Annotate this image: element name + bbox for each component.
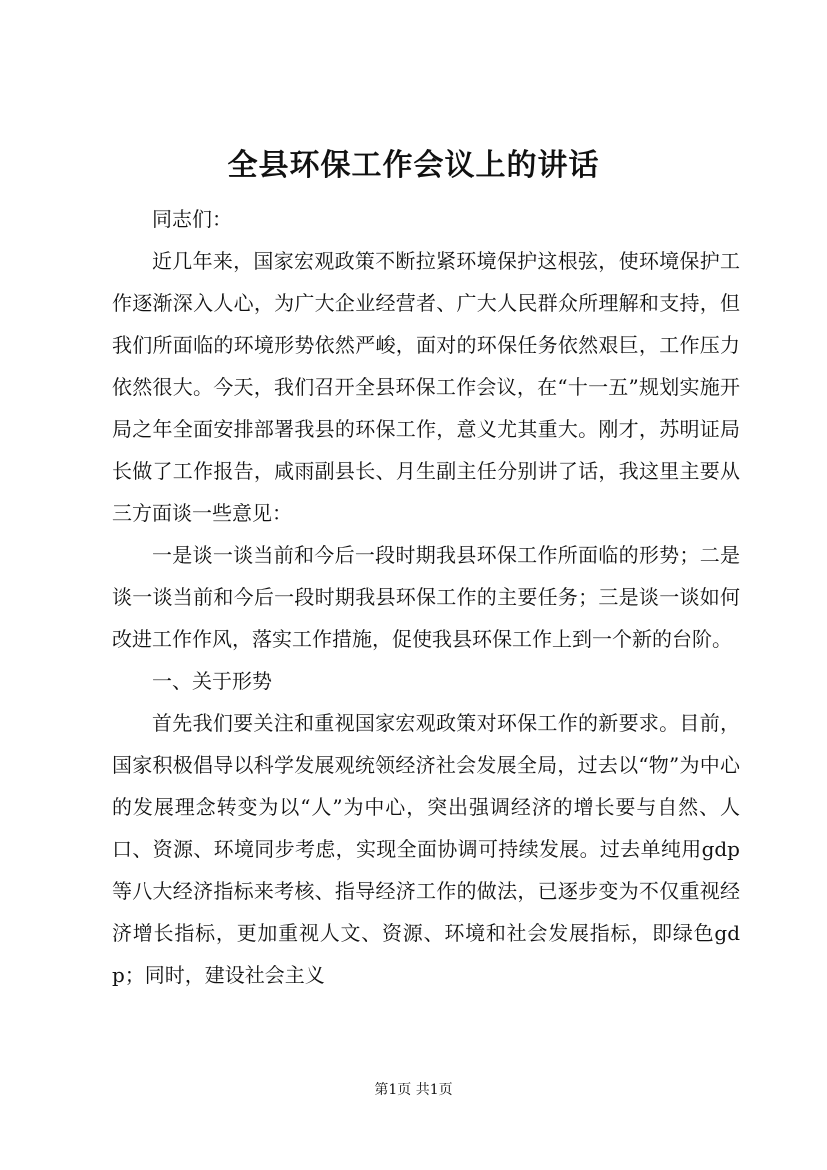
- page-footer: 第1页 共1页: [374, 1082, 453, 1098]
- document-body: [112, 198, 740, 996]
- situation-paragraph: 首先我们要关注和重视国家宏观政策对环保工作的新要求。目前，国家积极倡导以科学发展观统领经济社会发展全局，过去以“物”为中心的发展理念转变为以“人”为中心，突出强调经济的增长要与自然、人口、资源、环境同步考虑，实现全面协调可持续发展。过去单纯用gdp等八大经济指标来考核、指导经济工作的做法，已逐步变为不仅重视经济增长指标，更加重视人文、资源、环境和社会发展指标，即绿色gdp；同时，建设社会主义: [112, 711, 740, 987]
- document-title: 全县环保工作会议上的讲话: [227, 148, 600, 183]
- intro-paragraph: 近几年来，国家宏观政策不断拉紧环境保护这根弦，使环境保护工作逐渐深入人心，为广大企业经营者、广大人民群众所理解和支持，但我们所面临的环境形势依然严峻，面对的环保任务依然艰巨，工作压力依然很大。今天，我们召开全县环保工作会议，在“十一五”规划实施开局之年全面安排部署我县的环保工作，意义尤其重大。刚才，苏明证局长做了工作报告，咸雨副县长、月生副主任分别讲了话，我这里主要从三方面谈一些意见：: [112, 249, 740, 525]
- section-heading: 一、关于形势: [152, 669, 272, 693]
- outline-paragraph: 一是谈一谈当前和今后一段时期我县环保工作所面临的形势；二是谈一谈当前和今后一段时期我县环保工作的主要任务；三是谈一谈如何改进工作作风，落实工作措施，促使我县环保工作上到一个新的台阶。: [112, 543, 740, 651]
- salutation-paragraph: 同志们：: [152, 207, 232, 231]
